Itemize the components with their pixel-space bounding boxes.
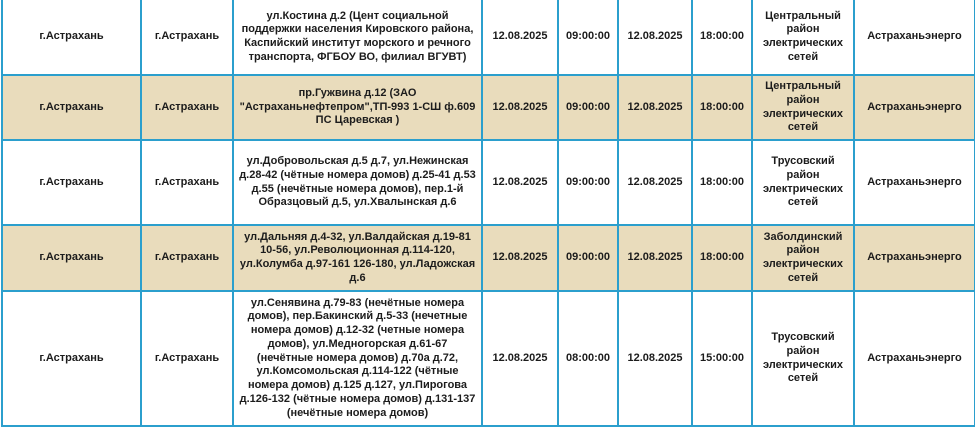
cell-address: ул.Дальняя д.4-32, ул.Валдайская д.19-81 10-56, ул.Революционная д.114-120, ул.Колумба д.97-161 126-180, ул.Ладожская д.6 (233, 225, 482, 291)
cell-time-start: 09:00:00 (558, 225, 618, 291)
cell-org: Астраханьэнерго (854, 0, 975, 75)
table-row (2, 140, 975, 225)
cell-org: Астраханьэнерго (854, 140, 975, 225)
cell-district: г.Астрахань (141, 0, 233, 75)
cell-date-end: 12.08.2025 (618, 75, 692, 140)
cell-city: г.Астрахань (2, 140, 141, 225)
cell-address: ул.Добровольская д.5 д.7, ул.Нежинская д.28-42 (чётные номера домов) д.25-41 д.53 д.55 (нечётные номера домов), пер.1-й Образцовый д.5, ул.Хвалынская д.6 (233, 140, 482, 225)
cell-time-start: 09:00:00 (558, 75, 618, 140)
cell-network: Центральный район электрических сетей (752, 75, 854, 140)
cell-city: г.Астрахань (2, 75, 141, 140)
cell-district: г.Астрахань (141, 140, 233, 225)
cell-network: Заболдинский район электрических сетей (752, 225, 854, 291)
cell-time-start: 08:00:00 (558, 291, 618, 426)
cell-date-end: 12.08.2025 (618, 225, 692, 291)
cell-time-end: 18:00:00 (692, 0, 752, 75)
cell-city: г.Астрахань (2, 225, 141, 291)
cell-org: Астраханьэнерго (854, 225, 975, 291)
cell-date-start: 12.08.2025 (482, 0, 558, 75)
cell-time-start: 09:00:00 (558, 0, 618, 75)
cell-district: г.Астрахань (141, 75, 233, 140)
cell-time-end: 18:00:00 (692, 140, 752, 225)
cell-org: Астраханьэнерго (854, 75, 975, 140)
cell-date-end: 12.08.2025 (618, 291, 692, 426)
cell-city: г.Астрахань (2, 291, 141, 426)
cell-network: Трусовский район электрических сетей (752, 291, 854, 426)
cell-network: Трусовский район электрических сетей (752, 140, 854, 225)
cell-network: Центральный район электрических сетей (752, 0, 854, 75)
cell-city: г.Астрахань (2, 0, 141, 75)
table-row (2, 0, 975, 75)
cell-district: г.Астрахань (141, 291, 233, 426)
cell-date-end: 12.08.2025 (618, 140, 692, 225)
cell-date-start: 12.08.2025 (482, 75, 558, 140)
table-row (2, 225, 975, 291)
outage-schedule-table (1, 0, 975, 427)
table-row (2, 291, 975, 426)
cell-org: Астраханьэнерго (854, 291, 975, 426)
cell-address: ул.Сенявина д.79-83 (нечётные номера домов), пер.Бакинский д.5-33 (нечетные номера домов) д.12-32 (четные номера домов), ул.Медногорская д.61-67 (нечётные номера домов) д.70а д.72, ул.Комсомольская д.114-122 (чётные номера домов) д.125 д.127, ул.Пирогова д.126-132 (чётные номера домов) д.131-137 (нечётные номера домов) (233, 291, 482, 426)
cell-district: г.Астрахань (141, 225, 233, 291)
cell-date-start: 12.08.2025 (482, 291, 558, 426)
table-row (2, 75, 975, 140)
cell-time-start: 09:00:00 (558, 140, 618, 225)
cell-time-end: 18:00:00 (692, 225, 752, 291)
cell-date-start: 12.08.2025 (482, 225, 558, 291)
cell-address: ул.Костина д.2 (Цент социальной поддержки населения Кировского района, Каспийский институт морского и речного транспорта, ФГБОУ ВО, филиал ВГУВТ) (233, 0, 482, 75)
cell-address: пр.Гужвина д.12 (ЗАО "Астраханьнефтепром",ТП-993 1-СШ ф.609 ПС Царевская ) (233, 75, 482, 140)
cell-date-start: 12.08.2025 (482, 140, 558, 225)
cell-time-end: 18:00:00 (692, 75, 752, 140)
cell-date-end: 12.08.2025 (618, 0, 692, 75)
cell-time-end: 15:00:00 (692, 291, 752, 426)
